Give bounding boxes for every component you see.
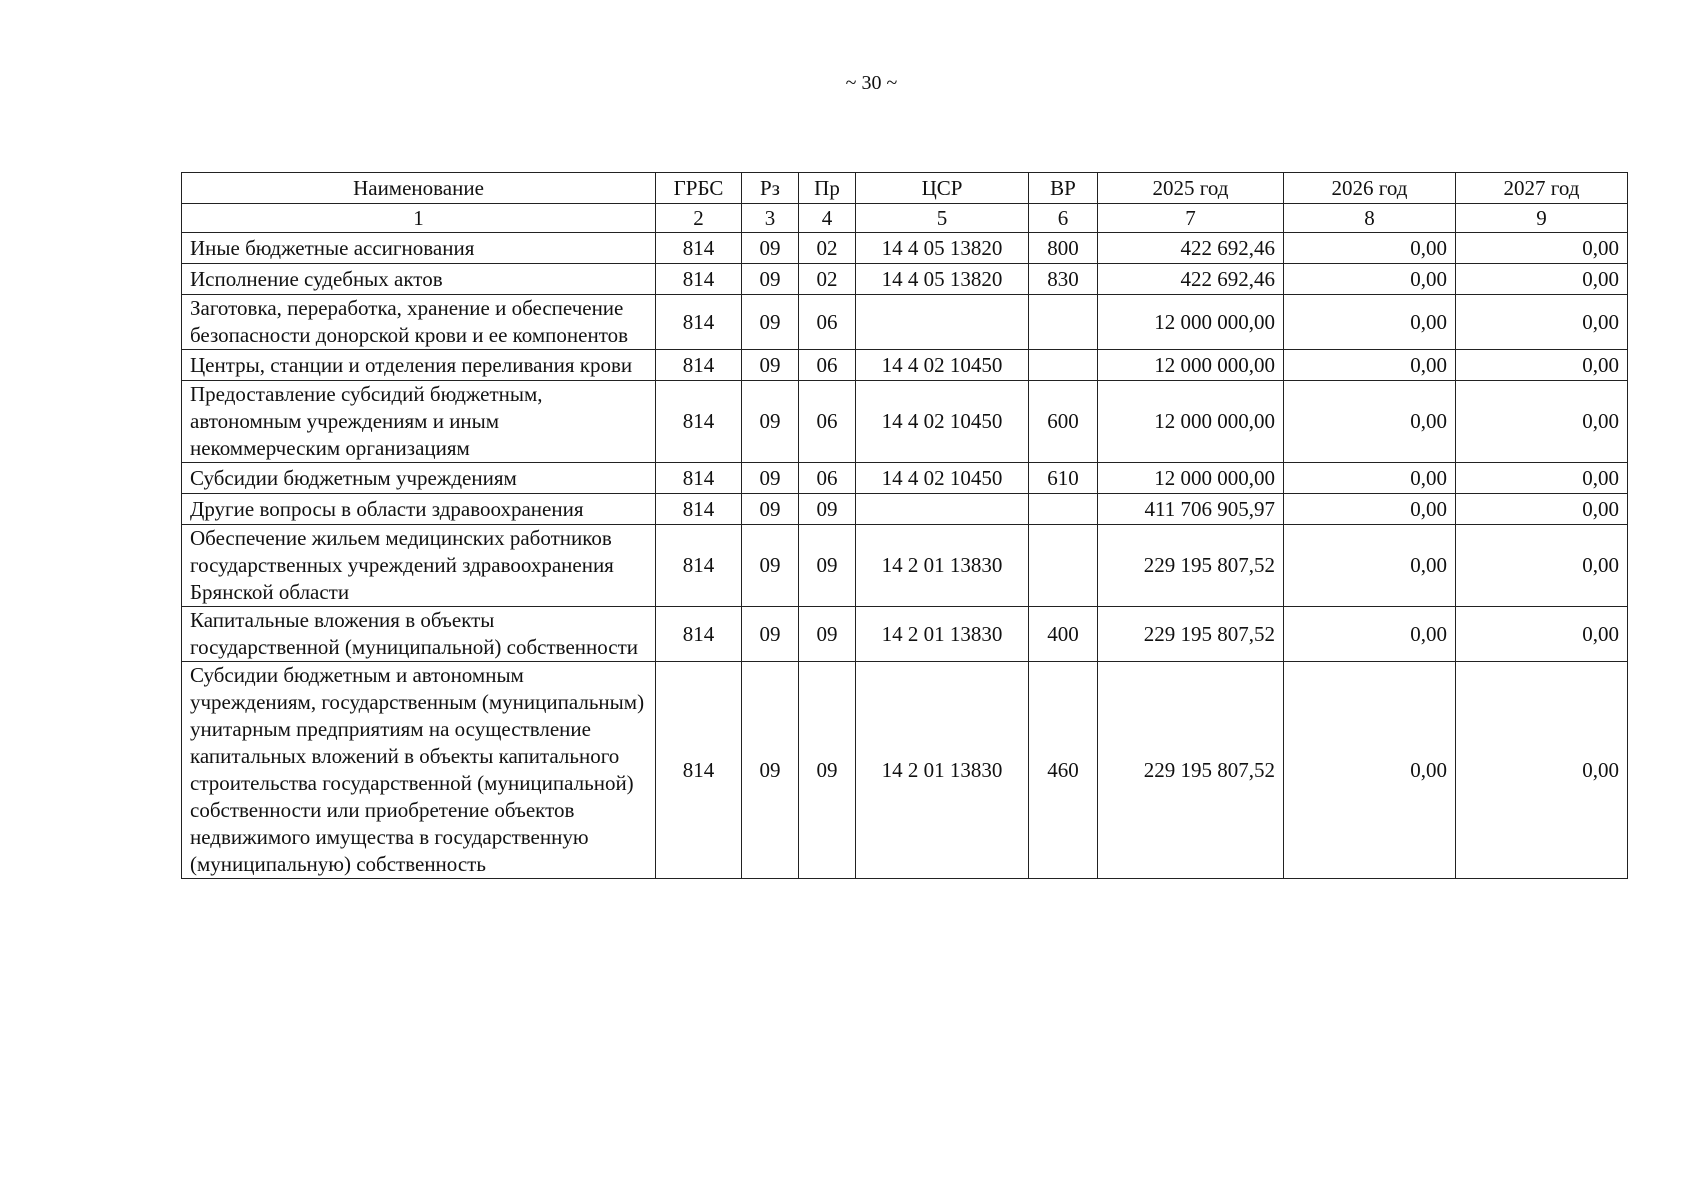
table-row (182, 662, 1628, 879)
column-number: 8 (1284, 204, 1456, 233)
column-number: 5 (856, 204, 1029, 233)
header-name: Наименование (182, 173, 656, 204)
header-rz: Рз (742, 173, 799, 204)
grbs-cell: 814 (656, 607, 742, 662)
amount-2026-cell: 0,00 (1284, 607, 1456, 662)
vr-cell (1029, 494, 1098, 525)
vr-cell: 600 (1029, 381, 1098, 463)
rz-cell: 09 (742, 607, 799, 662)
rz-cell: 09 (742, 494, 799, 525)
amount-2025-cell: 12 000 000,00 (1098, 463, 1284, 494)
grbs-cell: 814 (656, 494, 742, 525)
pr-cell: 06 (799, 295, 856, 350)
column-number: 4 (799, 204, 856, 233)
amount-2026-cell: 0,00 (1284, 264, 1456, 295)
row-name-cell: Центры, станции и отделения переливания крови (182, 350, 656, 381)
vr-cell (1029, 295, 1098, 350)
csr-cell (856, 295, 1029, 350)
rz-cell: 09 (742, 233, 799, 264)
amount-2025-cell: 229 195 807,52 (1098, 525, 1284, 607)
rz-cell: 09 (742, 381, 799, 463)
amount-2025-cell: 12 000 000,00 (1098, 381, 1284, 463)
csr-cell: 14 4 05 13820 (856, 233, 1029, 264)
csr-cell: 14 2 01 13830 (856, 662, 1029, 879)
column-number: 3 (742, 204, 799, 233)
amount-2025-cell: 12 000 000,00 (1098, 295, 1284, 350)
amount-2027-cell: 0,00 (1456, 607, 1628, 662)
grbs-cell: 814 (656, 350, 742, 381)
csr-cell: 14 2 01 13830 (856, 525, 1029, 607)
amount-2025-cell: 229 195 807,52 (1098, 662, 1284, 879)
grbs-cell: 814 (656, 233, 742, 264)
header-2026: 2026 год (1284, 173, 1456, 204)
csr-cell: 14 4 02 10450 (856, 381, 1029, 463)
pr-cell: 09 (799, 607, 856, 662)
header-2027: 2027 год (1456, 173, 1628, 204)
table-row (182, 381, 1628, 463)
amount-2025-cell: 411 706 905,97 (1098, 494, 1284, 525)
header-csr: ЦСР (856, 173, 1029, 204)
table-row (182, 607, 1628, 662)
row-name-cell: Капитальные вложения в объекты государственной (муниципальной) собственности (182, 607, 656, 662)
header-row (182, 173, 1628, 204)
csr-cell: 14 4 02 10450 (856, 350, 1029, 381)
rz-cell: 09 (742, 295, 799, 350)
page-number: ~ 30 ~ (845, 72, 898, 94)
amount-2027-cell: 0,00 (1456, 463, 1628, 494)
pr-cell: 06 (799, 381, 856, 463)
amount-2027-cell: 0,00 (1456, 662, 1628, 879)
header-2025: 2025 год (1098, 173, 1284, 204)
amount-2025-cell: 12 000 000,00 (1098, 350, 1284, 381)
table-row (182, 525, 1628, 607)
amount-2027-cell: 0,00 (1456, 381, 1628, 463)
vr-cell: 610 (1029, 463, 1098, 494)
amount-2026-cell: 0,00 (1284, 381, 1456, 463)
amount-2026-cell: 0,00 (1284, 350, 1456, 381)
row-name-cell: Заготовка, переработка, хранение и обеспечение безопасности донорской крови и ее компонентов (182, 295, 656, 350)
rz-cell: 09 (742, 463, 799, 494)
amount-2025-cell: 422 692,46 (1098, 264, 1284, 295)
row-name-cell: Другие вопросы в области здравоохранения (182, 494, 656, 525)
amount-2027-cell: 0,00 (1456, 295, 1628, 350)
column-number: 9 (1456, 204, 1628, 233)
csr-cell: 14 2 01 13830 (856, 607, 1029, 662)
column-number: 7 (1098, 204, 1284, 233)
table-row (182, 264, 1628, 295)
pr-cell: 02 (799, 264, 856, 295)
table-row (182, 494, 1628, 525)
amount-2027-cell: 0,00 (1456, 525, 1628, 607)
vr-cell: 400 (1029, 607, 1098, 662)
row-name-cell: Субсидии бюджетным учреждениям (182, 463, 656, 494)
table-row (182, 350, 1628, 381)
amount-2027-cell: 0,00 (1456, 233, 1628, 264)
grbs-cell: 814 (656, 295, 742, 350)
csr-cell: 14 4 05 13820 (856, 264, 1029, 295)
table-row (182, 295, 1628, 350)
grbs-cell: 814 (656, 381, 742, 463)
rz-cell: 09 (742, 525, 799, 607)
grbs-cell: 814 (656, 463, 742, 494)
amount-2026-cell: 0,00 (1284, 525, 1456, 607)
pr-cell: 02 (799, 233, 856, 264)
table-body (182, 233, 1628, 879)
grbs-cell: 814 (656, 525, 742, 607)
pr-cell: 06 (799, 463, 856, 494)
vr-cell: 800 (1029, 233, 1098, 264)
column-number: 6 (1029, 204, 1098, 233)
header-pr: Пр (799, 173, 856, 204)
pr-cell: 09 (799, 662, 856, 879)
pr-cell: 09 (799, 525, 856, 607)
table-row (182, 463, 1628, 494)
vr-cell (1029, 350, 1098, 381)
row-name-cell: Обеспечение жильем медицинских работников государственных учреждений здравоохранения Брянской области (182, 525, 656, 607)
csr-cell: 14 4 02 10450 (856, 463, 1029, 494)
amount-2027-cell: 0,00 (1456, 350, 1628, 381)
amount-2025-cell: 229 195 807,52 (1098, 607, 1284, 662)
row-name-cell: Предоставление субсидий бюджетным, автономным учреждениям и иным некоммерческим организациям (182, 381, 656, 463)
amount-2026-cell: 0,00 (1284, 494, 1456, 525)
vr-cell: 830 (1029, 264, 1098, 295)
column-number: 2 (656, 204, 742, 233)
budget-table (181, 172, 1628, 879)
rz-cell: 09 (742, 350, 799, 381)
csr-cell (856, 494, 1029, 525)
vr-cell (1029, 525, 1098, 607)
row-name-cell: Исполнение судебных актов (182, 264, 656, 295)
rz-cell: 09 (742, 662, 799, 879)
pr-cell: 06 (799, 350, 856, 381)
grbs-cell: 814 (656, 264, 742, 295)
amount-2027-cell: 0,00 (1456, 264, 1628, 295)
column-number: 1 (182, 204, 656, 233)
amount-2027-cell: 0,00 (1456, 494, 1628, 525)
vr-cell: 460 (1029, 662, 1098, 879)
row-name-cell: Субсидии бюджетным и автономным учреждениям, государственным (муниципальным) унитарным предприятиям на осуществление капитальных вложений в объекты капитального строительства государственной (муниципальной) собственности или приобретение объектов недвижимого имущества в государственную (муниципальную) собственность (182, 662, 656, 879)
rz-cell: 09 (742, 264, 799, 295)
amount-2026-cell: 0,00 (1284, 295, 1456, 350)
table-row (182, 233, 1628, 264)
row-name-cell: Иные бюджетные ассигнования (182, 233, 656, 264)
amount-2026-cell: 0,00 (1284, 662, 1456, 879)
amount-2025-cell: 422 692,46 (1098, 233, 1284, 264)
grbs-cell: 814 (656, 662, 742, 879)
header-vr: ВР (1029, 173, 1098, 204)
pr-cell: 09 (799, 494, 856, 525)
header-grbs: ГРБС (656, 173, 742, 204)
amount-2026-cell: 0,00 (1284, 463, 1456, 494)
amount-2026-cell: 0,00 (1284, 233, 1456, 264)
column-number-row (182, 204, 1628, 233)
